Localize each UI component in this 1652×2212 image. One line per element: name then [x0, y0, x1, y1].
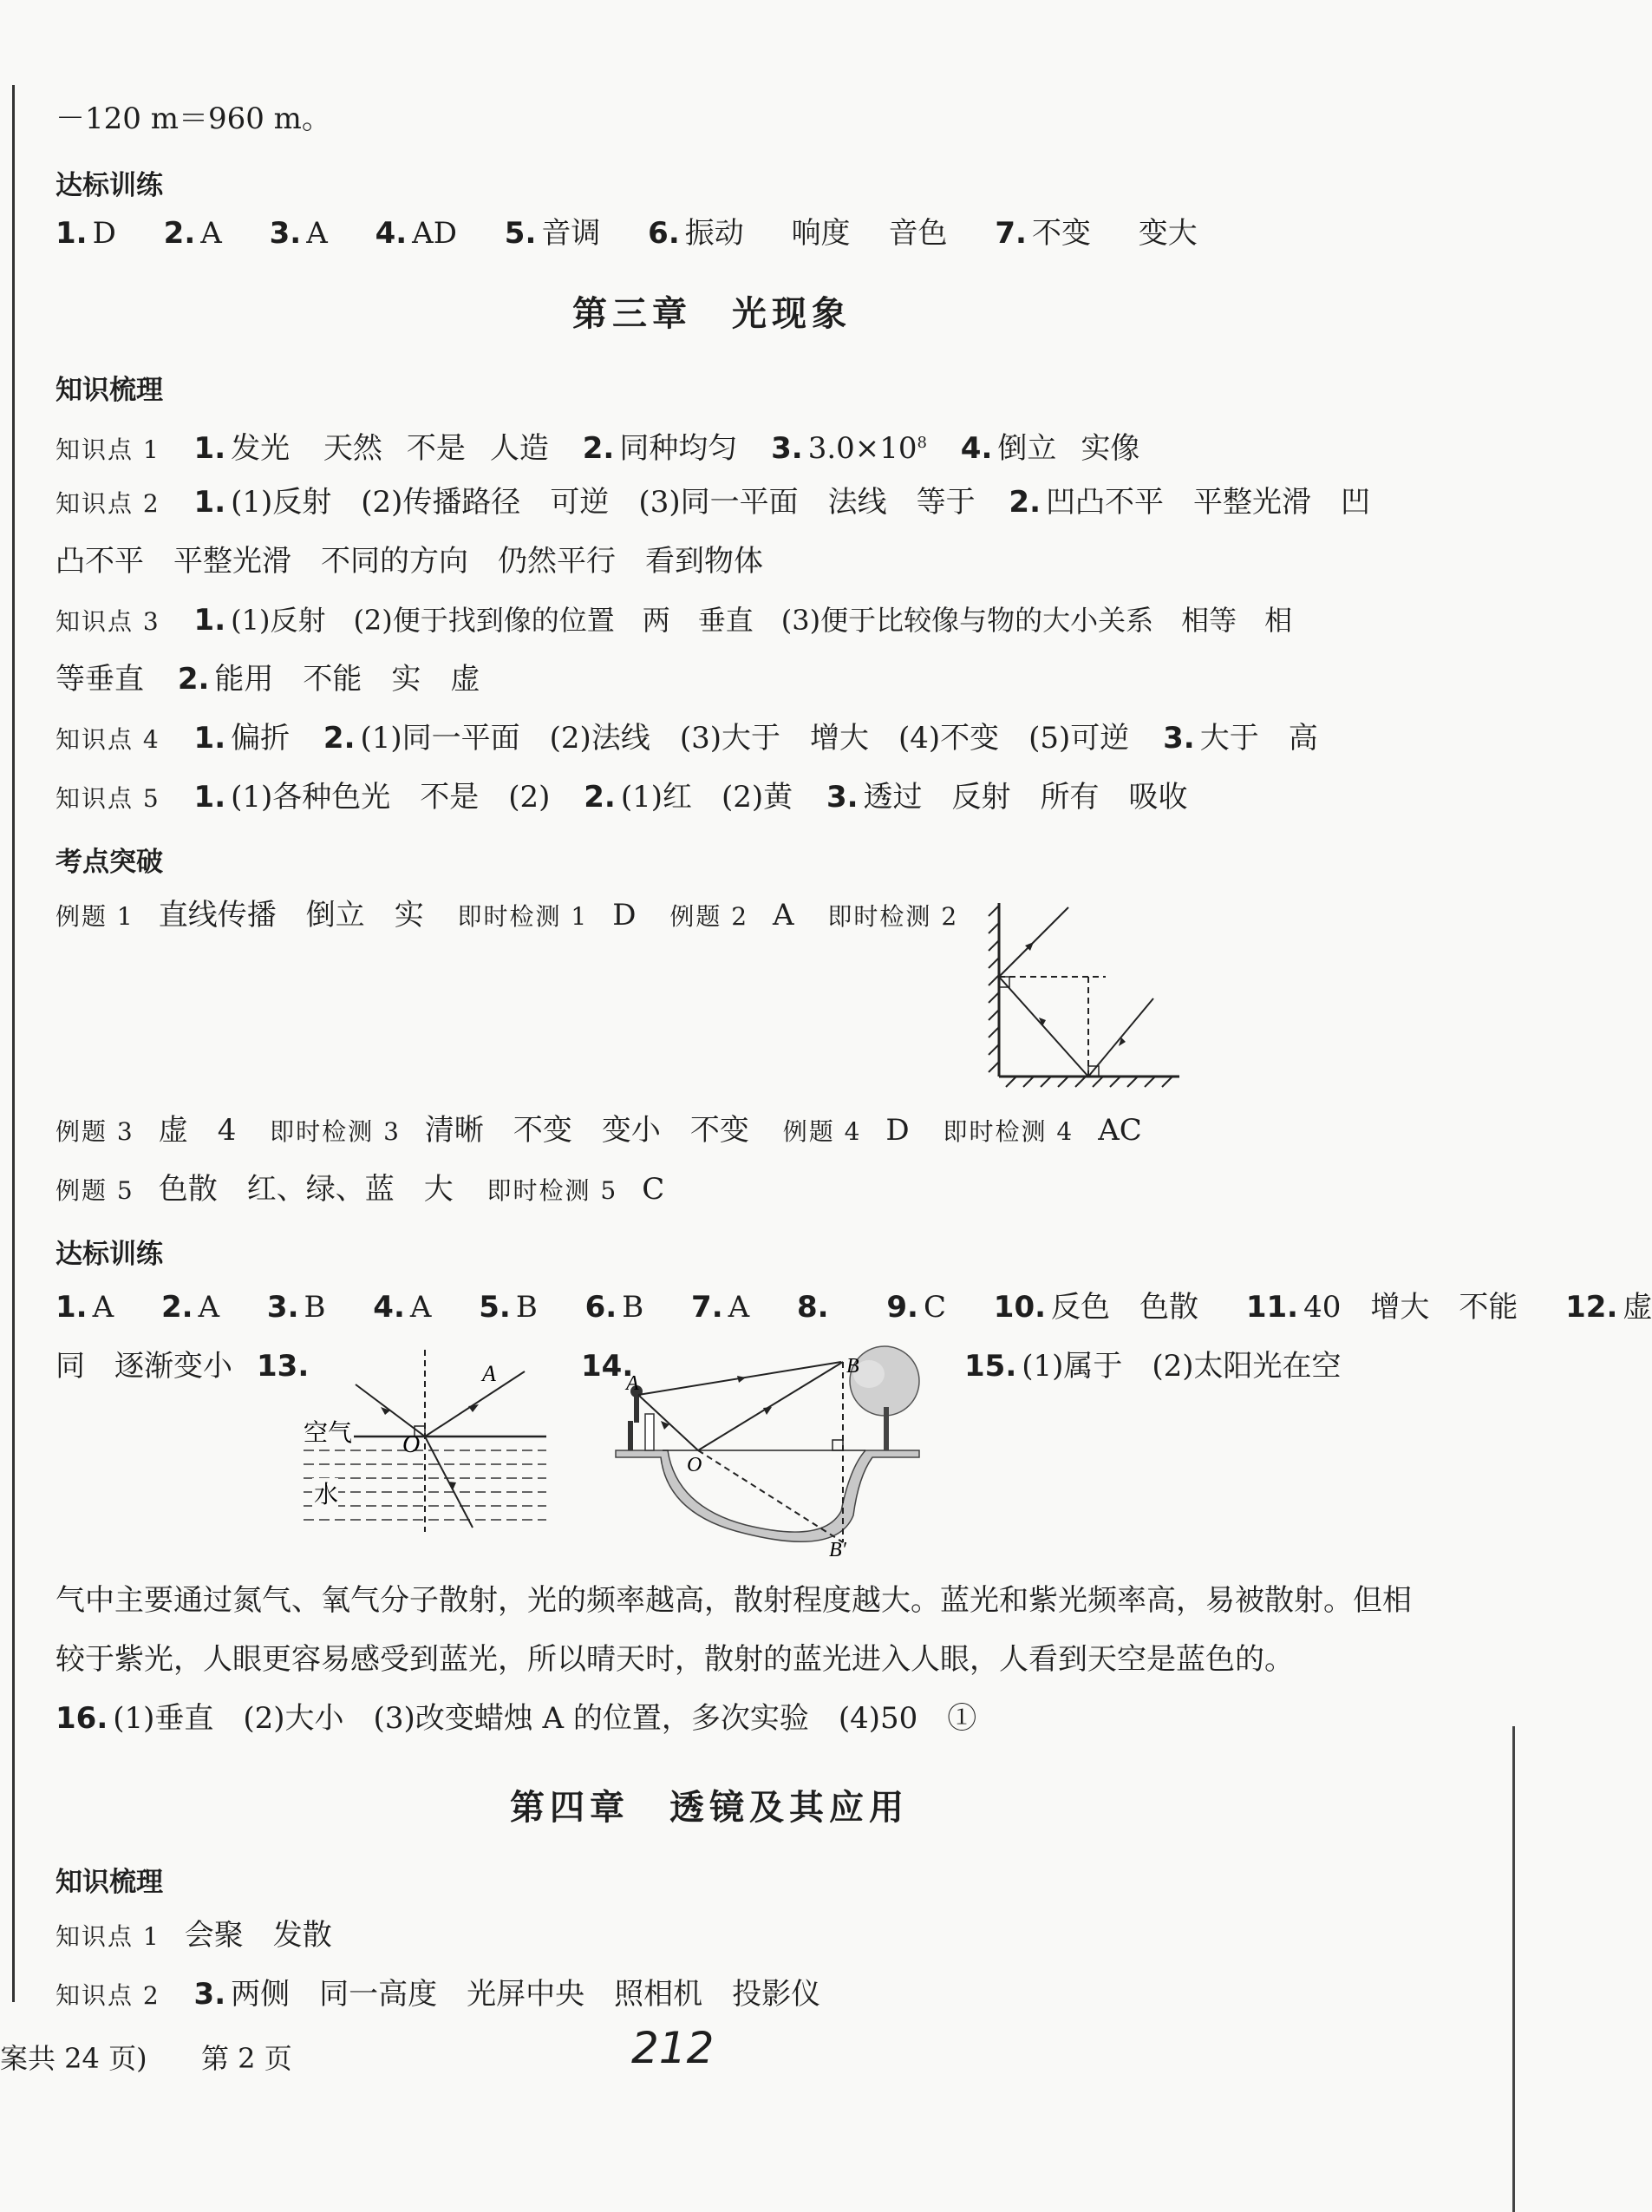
- knowledge-point-1: 知识点 1 1. 发光 天然 不是 人造 2. 同种均匀 3. $3.0\times 10^8$ 4. 倒立 实像: [56, 431, 1140, 467]
- knowledge-point-2-cont: 凸不平 平整光滑 不同的方向 仍然平行 看到物体: [56, 544, 763, 579]
- pond-reflection-figure: [616, 1338, 928, 1563]
- example-line-3: 例题 5 色散 红、绿、蓝 大 即时检测 5 C: [56, 1172, 665, 1207]
- point-a-label: A: [482, 1361, 496, 1386]
- water-label: 水: [314, 1482, 339, 1508]
- ch4-knowledge-point-1: 知识点 1 会聚 发散: [56, 1918, 332, 1953]
- footer-page: 第 2 页: [201, 2042, 292, 2075]
- point-o-label: O: [402, 1431, 421, 1458]
- answers-line: 1. D 2. A 3. A 4. AD 5. 音调 6. 振动 响度 音色 7. 不变 变大: [56, 216, 1198, 251]
- section-heading-exam-points: 考点突破: [56, 847, 163, 878]
- point-o-label: O: [687, 1454, 702, 1476]
- point-b-image-label: B′: [829, 1539, 846, 1561]
- mirror-reflection-figure: [989, 899, 1188, 1090]
- paragraph-line-2: 较于紫光，人眼更容易感受到蓝光，所以晴天时，散射的蓝光进入人眼，人看到天空是蓝色的。: [56, 1642, 1294, 1677]
- question-15-text: 15. (1)属于 (2)太阳光在空: [964, 1349, 1342, 1384]
- point-a-label: A: [626, 1372, 639, 1395]
- training-line-1: 1. A 2. A 3. B 4. A 5. B 6. B 7. A 8. 9. C 10. 反色 色散 11. 40 增大 不能 12. 虚: [56, 1290, 1652, 1325]
- page-binding-line: [12, 85, 15, 2002]
- air-label: 空气: [304, 1420, 353, 1447]
- question-14-number: 14.: [581, 1349, 634, 1384]
- chapter-4-title: 第四章 透镜及其应用: [510, 1787, 909, 1828]
- training-line-2: 同 逐渐变小 13.: [56, 1349, 310, 1384]
- knowledge-point-3: 知识点 3 1. (1)反射 (2)便于找到像的位置 两 垂直 (3)便于比较像与物的大小关系 相等 相: [56, 603, 1293, 638]
- refraction-figure: [295, 1350, 546, 1537]
- page-number: 212: [631, 2023, 715, 2073]
- example-line-1: 例题 1 直线传播 倒立 实 即时检测 1 D 例题 2 A 即时检测 2: [56, 898, 959, 933]
- knowledge-point-4: 知识点 4 1. 偏折 2. (1)同一平面 (2)法线 (3)大于 增大 (4)不变 (5)可逆 3. 大于 高: [56, 721, 1318, 756]
- example-line-2: 例题 3 虚 4 即时检测 3 清晰 不变 变小 不变 例题 4 D 即时检测 4 AC: [56, 1113, 1142, 1148]
- footer-left: 案共 24 页): [0, 2042, 147, 2075]
- ch4-knowledge-point-2: 知识点 2 3. 两侧 同一高度 光屏中央 照相机 投影仪: [56, 1977, 821, 2012]
- continuation-line: －120 m＝960 m。: [56, 101, 331, 136]
- section-heading-knowledge: 知识梳理: [56, 375, 163, 406]
- section-heading-training-2: 达标训练: [56, 1239, 163, 1270]
- question-16: 16. (1)垂直 (2)大小 (3)改变蜡烛 A 的位置，多次实验 (4)50 ①: [56, 1701, 977, 1736]
- page-edge-line: [1512, 1726, 1515, 2212]
- chapter-3-title: 第三章 光现象: [572, 293, 852, 334]
- knowledge-point-5: 知识点 5 1. (1)各种色光 不是 (2) 2. (1)红 (2)黄 3. 透过 反射 所有 吸收: [56, 780, 1188, 815]
- paragraph-line-1: 气中主要通过氮气、氧气分子散射，光的频率越高，散射程度越大。蓝光和紫光频率高，易被散射。但相: [56, 1583, 1412, 1618]
- section-heading-training: 达标训练: [56, 170, 163, 201]
- knowledge-point-2: 知识点 2 1. (1)反射 (2)传播路径 可逆 (3)同一平面 法线 等于 2. 凹凸不平 平整光滑 凹: [56, 485, 1370, 520]
- section-heading-knowledge-2: 知识梳理: [56, 1867, 163, 1898]
- knowledge-point-3-cont: 等垂直 2. 能用 不能 实 虚: [56, 662, 480, 697]
- point-b-label: B: [846, 1355, 859, 1378]
